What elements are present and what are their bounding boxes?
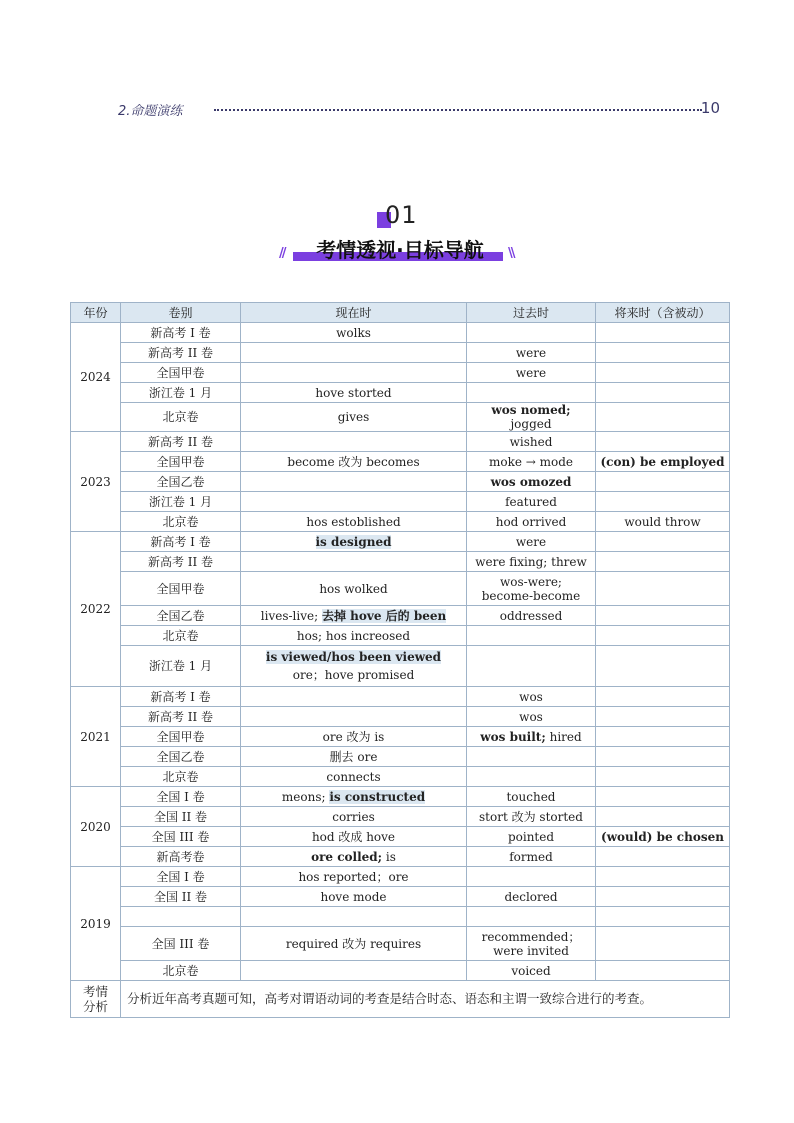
table-row	[71, 626, 730, 646]
paper-cell: 新高考 I 卷	[121, 687, 241, 707]
table-row	[71, 532, 730, 552]
future-cell	[596, 727, 730, 747]
future-cell	[596, 807, 730, 827]
past-cell	[467, 727, 596, 747]
future-cell	[596, 532, 730, 552]
past-cell	[467, 767, 596, 787]
future-cell	[596, 323, 730, 343]
past-line-2: were invited	[493, 943, 569, 958]
past-cell	[467, 626, 596, 646]
future-cell	[596, 907, 730, 927]
table-row	[71, 363, 730, 383]
past-cell: wos	[467, 707, 596, 727]
future-cell	[596, 887, 730, 907]
table-row	[71, 887, 730, 907]
future-cell: (con) be employed	[596, 452, 730, 472]
paper-cell: 浙江卷 1 月	[121, 383, 241, 403]
table-row	[71, 432, 730, 452]
table-row	[71, 847, 730, 867]
paper-cell: 新高考 II 卷	[121, 432, 241, 452]
present-cell: hod 改成 hove	[241, 827, 467, 847]
present-cell: hos; hos increosed	[241, 626, 467, 646]
past-cell	[467, 646, 596, 687]
header-future: 将来时（含被动）	[596, 303, 730, 323]
past-bold-text: wos nomed;	[491, 403, 571, 417]
table-header-row	[71, 303, 730, 323]
past-cell	[467, 927, 596, 961]
present-cell	[241, 646, 467, 687]
present-cell	[241, 343, 467, 363]
future-cell	[596, 787, 730, 807]
past-bold-text: wos built;	[480, 729, 546, 744]
present-cell: become 改为 becomes	[241, 452, 467, 472]
present-cell: hove storted	[241, 383, 467, 403]
table-row	[71, 707, 730, 727]
past-cell: stort 改为 storted	[467, 807, 596, 827]
past-cell	[467, 383, 596, 403]
present-highlight-text: 去掉 hove 后的 been	[321, 608, 447, 623]
paper-cell: 全国甲卷	[121, 363, 241, 383]
analysis-text: 分析近年高考真题可知，高考对谓语动词的考查是结合时态、语态和主谓一致综合进行的考查。	[121, 981, 730, 1018]
paper-cell: 浙江卷 1 月	[121, 492, 241, 512]
paper-cell: 全国 II 卷	[121, 887, 241, 907]
paper-cell: 全国 I 卷	[121, 787, 241, 807]
past-cell: moke → mode	[467, 452, 596, 472]
present-cell: 删去 ore	[241, 747, 467, 767]
present-cell: hos reported；ore	[241, 867, 467, 887]
table-row	[71, 807, 730, 827]
future-cell	[596, 767, 730, 787]
past-cell: were fixing; threw	[467, 552, 596, 572]
paper-cell: 全国 III 卷	[121, 927, 241, 961]
present-cell	[241, 492, 467, 512]
present-cell: corries	[241, 807, 467, 827]
toc-page-number: 10	[700, 99, 720, 117]
future-cell	[596, 606, 730, 626]
past-line-2: become-become	[481, 588, 581, 603]
present-cell: gives	[241, 403, 467, 432]
present-cell	[241, 432, 467, 452]
paper-cell: 新高考 II 卷	[121, 552, 241, 572]
present-cell: hos wolked	[241, 572, 467, 606]
future-cell	[596, 646, 730, 687]
table-row	[71, 727, 730, 747]
present-cell	[241, 363, 467, 383]
present-cell: required 改为 requires	[241, 927, 467, 961]
past-cell: voiced	[467, 961, 596, 981]
paper-cell: 浙江卷 1 月	[121, 646, 241, 687]
past-line-1: recommended；	[481, 929, 581, 944]
future-cell	[596, 552, 730, 572]
paper-cell: 北京卷	[121, 512, 241, 532]
past-cell: were	[467, 343, 596, 363]
past-cell	[467, 572, 596, 606]
past-cell: wos omozed	[467, 472, 596, 492]
header-past: 过去时	[467, 303, 596, 323]
paper-cell: 全国 III 卷	[121, 827, 241, 847]
past-cell: touched	[467, 787, 596, 807]
past-cell	[467, 907, 596, 927]
past-plain-text: hired	[545, 729, 582, 744]
future-cell	[596, 707, 730, 727]
table-row	[71, 403, 730, 432]
present-highlight-text: is designed	[315, 534, 392, 549]
past-line-1: wos-were;	[500, 574, 562, 589]
paper-cell: 新高考 II 卷	[121, 707, 241, 727]
analysis-row	[71, 981, 730, 1018]
present-cell	[241, 847, 467, 867]
table-row	[71, 646, 730, 687]
present-cell	[241, 707, 467, 727]
table-row	[71, 927, 730, 961]
table-row	[71, 867, 730, 887]
past-cell: declored	[467, 887, 596, 907]
paper-cell: 新高考 I 卷	[121, 323, 241, 343]
table-row	[71, 961, 730, 981]
present-cell	[241, 472, 467, 492]
present-cell: ore 改为 is	[241, 727, 467, 747]
present-cell	[241, 787, 467, 807]
past-cell: oddressed	[467, 606, 596, 626]
past-cell: were	[467, 363, 596, 383]
paper-cell: 北京卷	[121, 626, 241, 646]
paper-cell: 全国乙卷	[121, 747, 241, 767]
present-cell	[241, 552, 467, 572]
paper-cell: 全国 I 卷	[121, 867, 241, 887]
paper-cell: 全国乙卷	[121, 606, 241, 626]
paper-cell: 北京卷	[121, 403, 241, 432]
table-row	[71, 472, 730, 492]
past-cell	[467, 747, 596, 767]
table-row	[71, 323, 730, 343]
paper-cell: 全国甲卷	[121, 727, 241, 747]
future-cell	[596, 927, 730, 961]
section-title: 考情透视·目标导航	[316, 238, 484, 262]
present-cell	[241, 687, 467, 707]
toc-leader-dots	[214, 109, 702, 111]
future-cell	[596, 572, 730, 606]
table-row	[71, 512, 730, 532]
table-row	[71, 747, 730, 767]
past-plain-text: jogged	[510, 417, 552, 431]
future-cell: would throw	[596, 512, 730, 532]
table-row	[71, 552, 730, 572]
paper-cell: 全国 II 卷	[121, 807, 241, 827]
toc-entry[interactable]	[118, 98, 720, 120]
paper-cell: 全国甲卷	[121, 572, 241, 606]
table-row	[71, 383, 730, 403]
table-row	[71, 907, 730, 927]
paper-cell: 新高考卷	[121, 847, 241, 867]
past-cell	[467, 323, 596, 343]
past-cell: hod orrived	[467, 512, 596, 532]
year-cell: 2020	[71, 787, 121, 867]
future-cell	[596, 867, 730, 887]
present-plain-text: lives-live;	[260, 608, 322, 623]
future-cell	[596, 961, 730, 981]
table-row	[71, 343, 730, 363]
year-cell: 2024	[71, 323, 121, 432]
present-highlight-text: is viewed/hos been viewed	[265, 650, 442, 664]
present-line-2: ore；hove promised	[292, 668, 415, 682]
paper-cell	[121, 907, 241, 927]
past-cell: were	[467, 532, 596, 552]
present-cell: connects	[241, 767, 467, 787]
header-paper: 卷别	[121, 303, 241, 323]
section-number: 01	[385, 201, 418, 229]
year-cell: 2021	[71, 687, 121, 787]
future-cell	[596, 687, 730, 707]
present-cell	[241, 907, 467, 927]
table-row	[71, 827, 730, 847]
future-cell	[596, 363, 730, 383]
toc-label: 2.命题演练	[118, 104, 183, 119]
table-row	[71, 767, 730, 787]
table-row	[71, 572, 730, 606]
past-cell: wished	[467, 432, 596, 452]
future-cell	[596, 747, 730, 767]
paper-cell: 北京卷	[121, 767, 241, 787]
paper-cell: 北京卷	[121, 961, 241, 981]
past-cell	[467, 867, 596, 887]
present-cell	[241, 532, 467, 552]
header-present: 现在时	[241, 303, 467, 323]
present-cell: wolks	[241, 323, 467, 343]
year-cell: 2022	[71, 532, 121, 687]
future-cell	[596, 432, 730, 452]
year-cell: 2019	[71, 867, 121, 981]
paper-cell: 新高考 I 卷	[121, 532, 241, 552]
present-bold-text: ore colled;	[311, 849, 383, 864]
title-slash-right: \\	[508, 246, 514, 261]
present-cell	[241, 606, 467, 626]
paper-cell: 全国甲卷	[121, 452, 241, 472]
table-row	[71, 687, 730, 707]
paper-cell: 新高考 II 卷	[121, 343, 241, 363]
future-cell	[596, 343, 730, 363]
tense-exam-table	[70, 302, 730, 1018]
table-row	[71, 787, 730, 807]
present-plain-text: meons;	[281, 789, 330, 804]
past-cell: wos	[467, 687, 596, 707]
present-highlight-text: is constructed	[329, 789, 426, 804]
present-cell	[241, 961, 467, 981]
future-cell	[596, 383, 730, 403]
present-cell: hove mode	[241, 887, 467, 907]
paper-cell: 全国乙卷	[121, 472, 241, 492]
future-cell: (would) be chosen	[596, 827, 730, 847]
future-cell	[596, 472, 730, 492]
future-cell	[596, 492, 730, 512]
past-cell: formed	[467, 847, 596, 867]
future-cell	[596, 847, 730, 867]
past-cell: featured	[467, 492, 596, 512]
table-row	[71, 452, 730, 472]
present-cell: hos estoblished	[241, 512, 467, 532]
future-cell	[596, 403, 730, 432]
past-cell	[467, 403, 596, 432]
past-cell: pointed	[467, 827, 596, 847]
table-row	[71, 606, 730, 626]
future-cell	[596, 626, 730, 646]
analysis-label: 考情 分析	[71, 981, 121, 1018]
year-cell: 2023	[71, 432, 121, 532]
header-year: 年份	[71, 303, 121, 323]
present-plain-text: is	[382, 849, 396, 864]
title-slash-left: //	[279, 246, 285, 261]
table-row	[71, 492, 730, 512]
